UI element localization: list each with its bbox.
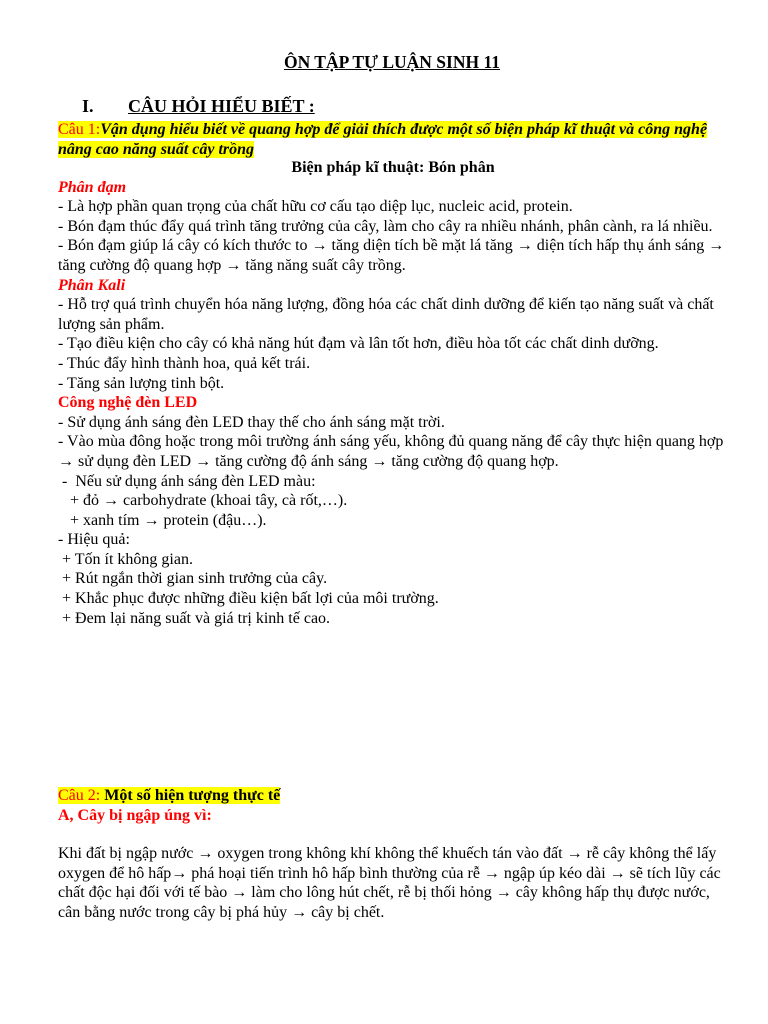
question-2-label: Câu 2:: [58, 787, 101, 804]
question-2-title: Một số hiện tượng thực tế: [104, 787, 281, 804]
question-1-answer: [58, 158, 728, 628]
led-line: + Đem lại năng suất và giá trị kinh tế cao.: [58, 609, 331, 627]
heading-phan-kali: Phân Kali: [58, 276, 126, 294]
phan-kali-line: - Tạo điều kiện cho cây có khả năng hút đạm và lân tốt hơn, điều hòa tốt các chất dinh dưỡng.: [58, 335, 659, 353]
question-2-paragraph: Khi đất bị ngập nước → oxygen trong không khí không thể khuếch tán vào đất → rễ cây không thể lấy oxygen để hô hấp→ phá hoại tiến trình hô hấp bình thường của rễ → ngập úp kéo dài → sẽ tích lũy các chất độc hại đối với tế bào → làm cho lông hút chết, rễ bị thối hỏng → cây không hấp thụ được nước, cân bằng nước trong cây bị phá hủy → cây bị chết.: [58, 845, 721, 921]
section-number: I.: [82, 96, 94, 116]
question-2: [58, 786, 728, 825]
question-2-subheading: A, Cây bị ngập úng vì:: [58, 806, 212, 824]
led-line: + Tốn ít không gian.: [58, 550, 193, 568]
question-2-heading: [58, 786, 728, 806]
phan-dam-line: - Là hợp phần quan trọng của chất hữu cơ cấu tạo diệp lục, nucleic acid, protein.: [58, 198, 573, 216]
section-title: CÂU HỎI HIỂU BIẾT :: [128, 96, 315, 116]
led-line: + Rút ngắn thời gian sinh trưởng của cây.: [58, 570, 328, 588]
led-line: + đỏ → carbohydrate (khoai tây, cà rốt,…).: [58, 492, 348, 510]
phan-kali-line: - Thúc đẩy hình thành hoa, quả kết trái.: [58, 354, 311, 372]
question-1: [58, 120, 728, 159]
heading-phan-dam: Phân đạm: [58, 178, 127, 196]
question-1-text: Vận dụng hiểu biết về quang hợp để giải thích được một số biện pháp kĩ thuật và công nghệ nâng cao năng suất cây trồng: [58, 121, 708, 158]
phan-kali-line: - Hỗ trợ quá trình chuyển hóa năng lượng, đồng hóa các chất dinh dưỡng để kiến tạo năng suất và chất lượng sản phẩm.: [58, 296, 714, 333]
led-line: + Khắc phục được những điều kiện bất lợi của môi trường.: [58, 590, 439, 608]
led-line: - Sử dụng ánh sáng đèn LED thay thế cho ánh sáng mặt trời.: [58, 413, 445, 431]
led-line: + xanh tím → protein (đậu…).: [58, 511, 267, 529]
led-line: - Nếu sử dụng ánh sáng đèn LED màu:: [58, 472, 316, 490]
led-line: - Vào mùa đông hoặc trong môi trường ánh sáng yếu, không đủ quang năng để cây thực hiện quang hợp → sử dụng đèn LED → tăng cường độ ánh sáng → tăng cường độ quang hợp.: [58, 433, 724, 470]
document-title: ÔN TẬP TỰ LUẬN SINH 11: [283, 52, 501, 72]
question-1-label: Câu 1:: [58, 121, 101, 138]
section-heading-1: [82, 96, 315, 117]
phan-kali-line: - Tăng sản lượng tinh bột.: [58, 374, 225, 392]
question-2-highlight: [58, 787, 280, 804]
led-line: - Hiệu quả:: [58, 531, 130, 549]
phan-dam-line: - Bón đạm giúp lá cây có kích thước to → tăng diện tích bề mặt lá tăng → diện tích hấp thụ ánh sáng → tăng cường độ quang hợp → tăng năng suất cây trồng.: [58, 237, 725, 274]
phan-dam-line: - Bón đạm thúc đẩy quá trình tăng trưởng của cây, làm cho cây ra nhiều nhánh, phân cành, ra lá nhiều.: [58, 217, 713, 235]
answer-subtitle: Biện pháp kĩ thuật: Bón phân: [291, 159, 495, 176]
question-1-highlight: [58, 121, 707, 158]
heading-led: Công nghệ đèn LED: [58, 394, 198, 412]
